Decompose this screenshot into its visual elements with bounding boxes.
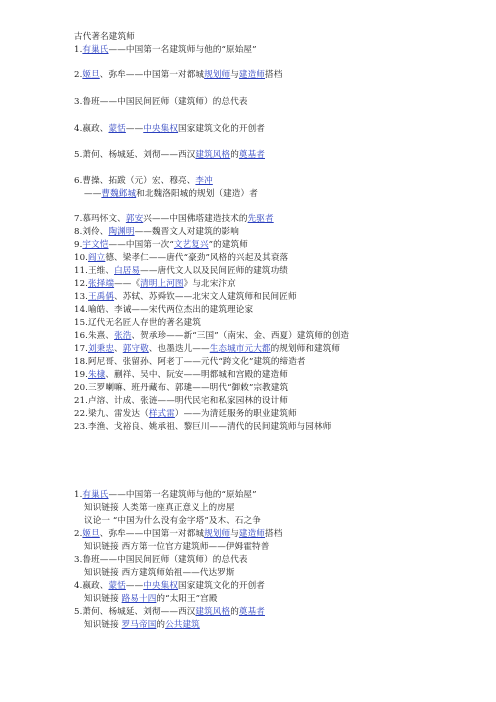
- hyperlink[interactable]: 郭安: [125, 214, 144, 224]
- hyperlink[interactable]: 张择端: [87, 279, 115, 289]
- hyperlink[interactable]: 白居易: [114, 266, 141, 276]
- text-line: [74, 227, 239, 238]
- text-line: [84, 189, 258, 200]
- text-segment: ）——为清廷服务的职业建筑师: [174, 409, 297, 419]
- hyperlink[interactable]: 建筑风格: [195, 150, 231, 160]
- text-segment: 国家建筑文化的开创者: [178, 124, 265, 134]
- text-segment: ——: [125, 124, 144, 134]
- text-line: [84, 594, 218, 605]
- text-line: [74, 266, 288, 277]
- text-segment: 3.鲁班——中国民间匠师（建筑师）的总代表: [74, 555, 248, 565]
- hyperlink[interactable]: 建造师: [238, 529, 266, 539]
- text-line: [74, 279, 236, 290]
- text-segment: ——: [84, 189, 102, 199]
- text-line: [74, 214, 274, 225]
- text-line: [74, 383, 288, 394]
- text-segment: 议论一 “中国为什么没有金字塔”及木、石之争: [84, 516, 262, 526]
- text-line: [74, 396, 288, 407]
- hyperlink[interactable]: 先驱者: [247, 214, 274, 224]
- text-segment: 的: [156, 620, 166, 630]
- text-line: [74, 370, 288, 381]
- hyperlink[interactable]: 有巢氏: [82, 490, 109, 500]
- text-segment: 10.: [74, 253, 88, 263]
- text-line: [84, 620, 200, 631]
- text-segment: 9.: [74, 240, 83, 250]
- text-segment: 的规划师和建筑师: [270, 344, 341, 354]
- text-segment: 、苏轼、苏舜钦——北宋文人建筑师和民间匠师: [114, 292, 297, 302]
- text-segment: 13.: [74, 292, 88, 302]
- text-segment: 14.喻皓、李诫——宋代两位杰出的建筑理论家: [74, 305, 254, 315]
- text-segment: ——中国第一名建筑师与他的“原始屋”: [108, 45, 257, 55]
- text-segment: 5.萧何、杨城延、刘彻——西汉: [74, 607, 196, 617]
- text-segment: 知识链接 西方第一位官方建筑师——伊姆霍特普: [84, 542, 270, 552]
- hyperlink[interactable]: 奠基者: [238, 607, 265, 617]
- text-segment: 知识链接 人类第一座真正意义上的房屋: [84, 503, 235, 513]
- text-segment: 20.三罗喇嘛、班丹藏布、郭璡——明代“御敕”宗教建筑: [74, 383, 289, 393]
- text-line: [74, 331, 349, 342]
- text-line: [84, 568, 235, 579]
- text-segment: 与: [230, 70, 239, 80]
- text-segment: 与: [230, 529, 239, 539]
- text-segment: 17.: [74, 344, 88, 354]
- text-segment: ——唐代文人以及民间匠师的建筑功绩: [140, 266, 288, 276]
- text-line: [74, 490, 257, 501]
- text-line: [74, 176, 213, 187]
- text-line: [74, 409, 297, 420]
- text-segment: ——中国第一名建筑师与他的“原始屋”: [108, 490, 257, 500]
- hyperlink[interactable]: 曹魏邺城: [101, 189, 137, 199]
- text-segment: ——《: [114, 279, 141, 289]
- text-segment: 兴——中国佛塔建造技术的: [143, 214, 248, 224]
- hyperlink[interactable]: 罗马帝国: [121, 620, 157, 630]
- hyperlink[interactable]: 李冲: [195, 176, 213, 186]
- text-line: [74, 124, 265, 135]
- hyperlink[interactable]: 样式雷: [148, 409, 175, 419]
- hyperlink[interactable]: 奠基者: [238, 150, 265, 160]
- text-segment: 国家建筑文化的开创者: [178, 581, 265, 591]
- text-segment: 》与北宋汴京: [183, 279, 236, 289]
- hyperlink[interactable]: 规划师: [204, 70, 231, 80]
- hyperlink[interactable]: 建筑风格: [195, 607, 231, 617]
- text-line: [74, 555, 248, 566]
- text-segment: 古代著名建筑师: [74, 32, 135, 42]
- text-segment: ”的建筑师: [208, 240, 248, 250]
- hyperlink[interactable]: 规划师: [204, 529, 231, 539]
- text-segment: 2.: [74, 529, 83, 539]
- text-line: [74, 422, 331, 433]
- text-segment: 、: [114, 344, 123, 354]
- hyperlink[interactable]: 朱棣: [87, 370, 106, 380]
- text-segment: 7.慕玛怀文、: [74, 214, 126, 224]
- text-segment: 的: [230, 150, 239, 160]
- hyperlink[interactable]: 蒙恬: [108, 581, 126, 591]
- text-segment: 、弥牟——中国第一对都城: [99, 70, 205, 80]
- hyperlink[interactable]: 生态城市元大都: [209, 344, 271, 354]
- text-segment: 搭档: [265, 529, 283, 539]
- text-segment: 、蒯祥、吴中、阮安——明都城和宫殿的建造师: [105, 370, 288, 380]
- text-segment: 4.嬴政、: [74, 124, 109, 134]
- text-line: [74, 240, 248, 251]
- text-segment: 21.卢溶、计成、张涟——明代民宅和私家园林的设计师: [74, 396, 288, 406]
- hyperlink[interactable]: 姬旦: [82, 529, 100, 539]
- hyperlink[interactable]: 陶渊明: [108, 227, 135, 237]
- hyperlink[interactable]: 文艺复兴: [173, 240, 209, 250]
- hyperlink[interactable]: 中央集权: [143, 124, 179, 134]
- hyperlink[interactable]: 宇文恺: [82, 240, 109, 250]
- text-segment: 16.朱熹、: [74, 331, 115, 341]
- text-line: [74, 344, 340, 355]
- hyperlink[interactable]: 清明上河图: [140, 279, 184, 289]
- hyperlink[interactable]: 公共建筑: [165, 620, 200, 630]
- text-segment: 的: [230, 607, 239, 617]
- text-line: [84, 516, 261, 527]
- text-line: [74, 318, 201, 329]
- text-line: [74, 305, 253, 316]
- text-line: [74, 32, 135, 43]
- text-segment: 、弥牟——中国第一对都城: [99, 529, 205, 539]
- text-segment: 6.曹操、拓跋（元）宏、穆亮、: [74, 176, 196, 186]
- hyperlink[interactable]: 建造师: [238, 70, 266, 80]
- text-segment: 4.嬴政、: [74, 581, 109, 591]
- text-segment: 、也墨迭儿——: [148, 344, 210, 354]
- text-segment: ——魏晋文人对建筑的影响: [134, 227, 239, 237]
- text-segment: 德、梁孝仁——唐代“豪劲”风格的兴起及其衰落: [105, 253, 289, 263]
- text-segment: 知识链接: [84, 594, 122, 604]
- text-segment: 3.鲁班——中国民间匠师（建筑师）的总代表: [74, 97, 248, 107]
- text-line: [74, 292, 297, 303]
- hyperlink[interactable]: 阎立: [87, 253, 106, 263]
- text-line: [74, 97, 248, 108]
- text-line: [74, 150, 265, 161]
- text-line: [84, 503, 235, 514]
- text-line: [74, 253, 288, 264]
- text-segment: 1.: [74, 45, 83, 55]
- text-segment: 11.王维、: [74, 266, 115, 276]
- hyperlink[interactable]: 张浩: [114, 331, 132, 341]
- text-line: [74, 45, 257, 56]
- text-segment: 15.辽代无名匠人存世的著名建筑: [74, 318, 201, 328]
- text-segment: 搭档: [265, 70, 283, 80]
- text-segment: 、贺承珍——新“三国”（南宋、金、西夏）建筑师的创造: [131, 331, 350, 341]
- text-segment: ——中国第一次“: [108, 240, 174, 250]
- hyperlink[interactable]: 姬旦: [82, 70, 100, 80]
- text-line: [74, 581, 265, 592]
- text-line: [74, 607, 265, 618]
- text-segment: 18.阿尼哥、张留孙、阿老丁——元代“跨文化”建筑的缔造者: [74, 357, 306, 367]
- hyperlink[interactable]: 王禹偁: [87, 292, 115, 302]
- text-segment: 8.刘伶、: [74, 227, 109, 237]
- text-segment: 知识链接: [84, 620, 122, 630]
- text-line: [74, 70, 282, 81]
- text-segment: 23.李渔、戈裕良、姚承祖、黎巨川——清代的民间建筑师与园林师: [74, 422, 332, 432]
- text-segment: 1.: [74, 490, 83, 500]
- text-line: [74, 529, 282, 540]
- text-segment: 5.萧何、杨城延、刘彻——西汉: [74, 150, 196, 160]
- text-segment: 22.梁九、雷发达（: [74, 409, 149, 419]
- hyperlink[interactable]: 郭守敬: [122, 344, 149, 354]
- hyperlink[interactable]: 有巢氏: [82, 45, 109, 55]
- hyperlink[interactable]: 蒙恬: [108, 124, 126, 134]
- text-segment: 12.: [74, 279, 88, 289]
- hyperlink[interactable]: 刘秉忠: [87, 344, 115, 354]
- text-segment: 的“太阳王”宫殿: [156, 594, 218, 604]
- text-segment: 和北魏洛阳城的规划（建造）者: [136, 189, 258, 199]
- hyperlink[interactable]: 路易十四: [121, 594, 157, 604]
- text-segment: 2.: [74, 70, 83, 80]
- text-segment: 知识链接 西方建筑师始祖——代达罗斯: [84, 568, 235, 578]
- text-segment: ——: [125, 581, 144, 591]
- text-line: [84, 542, 269, 553]
- text-segment: 19.: [74, 370, 88, 380]
- text-line: [74, 357, 306, 368]
- hyperlink[interactable]: 中央集权: [143, 581, 179, 591]
